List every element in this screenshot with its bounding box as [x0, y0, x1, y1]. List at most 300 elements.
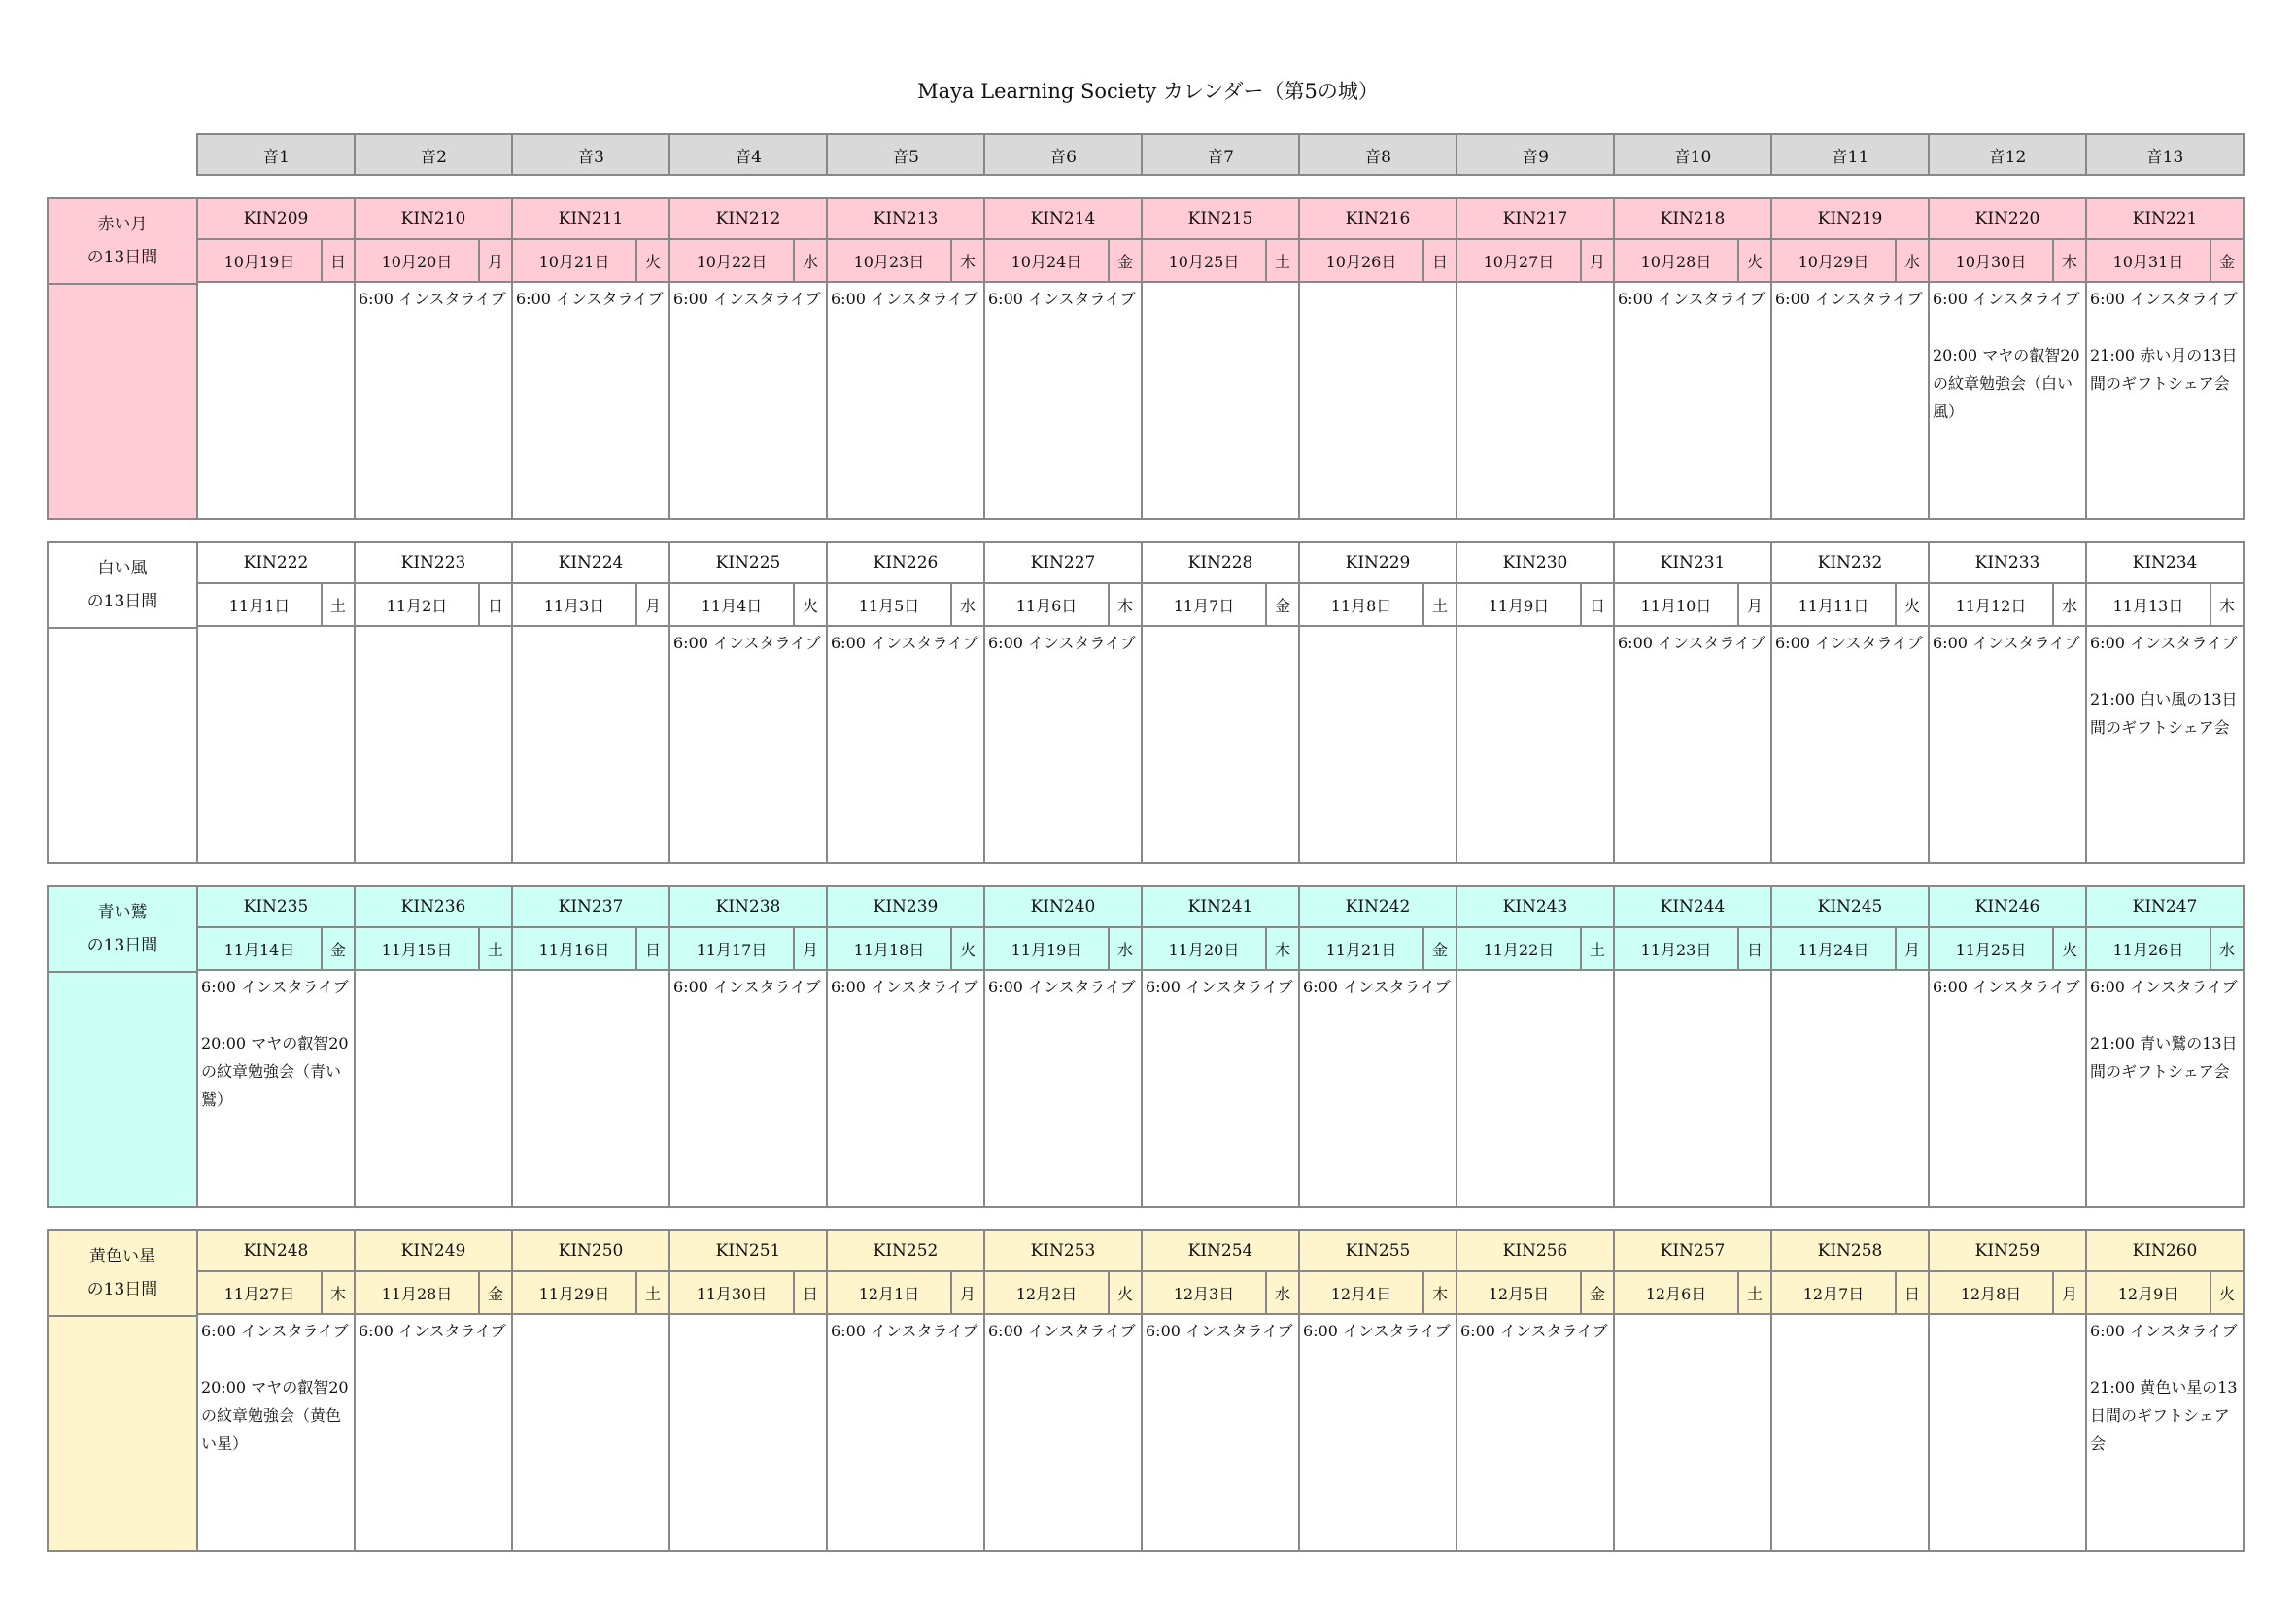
- day-cell[interactable]: [668, 885, 828, 1208]
- day-cell[interactable]: [511, 541, 670, 864]
- event-item[interactable]: 6:00 インスタライブ: [359, 290, 506, 308]
- date-label: 10月26日: [1300, 240, 1424, 281]
- day-cell[interactable]: [511, 197, 670, 520]
- tone-header-cell: 音1: [196, 133, 356, 176]
- events-area[interactable]: [1300, 1315, 1456, 1550]
- weekday-label: 月: [1746, 596, 1763, 615]
- date-row: [1615, 928, 1770, 971]
- date-label: 11月17日: [670, 928, 795, 969]
- events-area[interactable]: [1615, 971, 1770, 1206]
- day-cell[interactable]: [1928, 885, 2087, 1208]
- kin-number: KIN234: [2087, 543, 2243, 584]
- events-area[interactable]: [513, 1315, 668, 1550]
- events-area[interactable]: [513, 283, 668, 518]
- kin-number: KIN242: [1300, 887, 1456, 928]
- day-cell[interactable]: [196, 885, 356, 1208]
- tone-header-cell: 音5: [826, 133, 985, 176]
- events-area[interactable]: [1143, 283, 1298, 518]
- event-item[interactable]: 6:00 インスタライブ: [673, 978, 821, 996]
- events-area[interactable]: [828, 1315, 983, 1550]
- date-label: 11月2日: [356, 584, 480, 625]
- kin-number: KIN252: [828, 1231, 983, 1272]
- wave-name: 白い風 の13日間: [86, 559, 158, 611]
- kin-number: KIN259: [1930, 1231, 2085, 1272]
- day-cell[interactable]: [1770, 1229, 1930, 1552]
- tone-header-cell: 音11: [1770, 133, 1930, 176]
- date-label: 11月30日: [670, 1272, 795, 1313]
- date-label: 11月19日: [985, 928, 1110, 969]
- day-cell[interactable]: [668, 541, 828, 864]
- event-item[interactable]: 6:00 インスタライブ: [988, 290, 1136, 308]
- date-row: [670, 240, 826, 283]
- date-label: 10月19日: [198, 240, 323, 281]
- kin-number: KIN260: [2087, 1231, 2243, 1272]
- weekday-label: 日: [1903, 1284, 1920, 1303]
- date-label: 11月29日: [513, 1272, 637, 1313]
- events-area[interactable]: [670, 971, 826, 1206]
- wave-block: [47, 197, 2243, 520]
- event-item[interactable]: 6:00 インスタライブ: [2090, 978, 2238, 996]
- kin-number: KIN247: [2087, 887, 2243, 928]
- kin-number: KIN221: [2087, 199, 2243, 240]
- wave-label-top: [49, 543, 196, 627]
- events-area[interactable]: [2087, 627, 2243, 862]
- events-area[interactable]: [670, 283, 826, 518]
- date-row: [513, 1272, 668, 1315]
- date-row: [1772, 584, 1928, 627]
- day-cell[interactable]: [983, 885, 1143, 1208]
- day-cell[interactable]: [1456, 1229, 1615, 1552]
- events-area[interactable]: [1457, 1315, 1613, 1550]
- event-item[interactable]: 6:00 インスタライブ: [1146, 978, 1293, 996]
- kin-number: KIN228: [1143, 543, 1298, 584]
- events-area[interactable]: [513, 627, 668, 862]
- day-cell[interactable]: [354, 197, 513, 520]
- weekday-label: 土: [1746, 1284, 1763, 1303]
- date-row: [1615, 1272, 1770, 1315]
- day-cell[interactable]: [1456, 885, 1615, 1208]
- event-item[interactable]: 6:00 インスタライブ: [2090, 290, 2238, 308]
- tone-header-cell: 音3: [511, 133, 670, 176]
- weekday-label: 日: [644, 940, 661, 959]
- kin-number: KIN243: [1457, 887, 1613, 928]
- weekday-label: 月: [1589, 252, 1605, 271]
- kin-number: KIN251: [670, 1231, 826, 1272]
- date-label: 11月11日: [1772, 584, 1897, 625]
- kin-number: KIN213: [828, 199, 983, 240]
- event-item[interactable]: 20:00 マヤの叡智20の紋章勉強会（黄色い星）: [201, 1378, 349, 1453]
- date-label: 11月28日: [356, 1272, 480, 1313]
- day-cell[interactable]: [826, 197, 985, 520]
- events-area[interactable]: [1930, 627, 2085, 862]
- event-item[interactable]: 21:00 白い風の13日間のギフトシェア会: [2090, 690, 2238, 737]
- day-cell[interactable]: [511, 1229, 670, 1552]
- day-cell[interactable]: [1141, 1229, 1300, 1552]
- date-label: 12月4日: [1300, 1272, 1424, 1313]
- kin-number: KIN250: [513, 1231, 668, 1272]
- day-cell[interactable]: [1141, 197, 1300, 520]
- kin-number: KIN231: [1615, 543, 1770, 584]
- day-cell[interactable]: [1613, 197, 1772, 520]
- weekday-label: 水: [1116, 940, 1133, 959]
- weekday-label: 日: [802, 1284, 818, 1303]
- event-item[interactable]: 6:00 インスタライブ: [988, 634, 1136, 652]
- date-row: [1772, 928, 1928, 971]
- event-item[interactable]: 6:00 インスタライブ: [1933, 634, 2080, 652]
- date-row: [198, 928, 354, 971]
- day-cell[interactable]: [511, 885, 670, 1208]
- event-item[interactable]: 6:00 インスタライブ: [831, 1322, 978, 1340]
- kin-number: KIN244: [1615, 887, 1770, 928]
- day-cell[interactable]: [2085, 197, 2245, 520]
- events-area[interactable]: [828, 283, 983, 518]
- events-area[interactable]: [985, 971, 1141, 1206]
- wave-label-body: [49, 1315, 196, 1550]
- date-row: [1143, 1272, 1298, 1315]
- event-item[interactable]: 6:00 インスタライブ: [2090, 1322, 2238, 1340]
- day-cell[interactable]: [668, 1229, 828, 1552]
- day-cell[interactable]: [983, 197, 1143, 520]
- kin-number: KIN214: [985, 199, 1141, 240]
- kin-number: KIN233: [1930, 543, 2085, 584]
- date-label: 10月29日: [1772, 240, 1897, 281]
- kin-number: KIN240: [985, 887, 1141, 928]
- date-label: 11月1日: [198, 584, 323, 625]
- event-item[interactable]: 6:00 インスタライブ: [1618, 290, 1765, 308]
- events-area[interactable]: [1143, 627, 1298, 862]
- day-cell[interactable]: [1298, 1229, 1457, 1552]
- date-row: [2087, 928, 2243, 971]
- weekday-label: 金: [329, 940, 346, 959]
- tone-header-cell: 音7: [1141, 133, 1300, 176]
- weekday-label: 金: [487, 1284, 503, 1303]
- event-item[interactable]: 6:00 インスタライブ: [201, 1322, 349, 1340]
- events-area[interactable]: [985, 627, 1141, 862]
- kin-number: KIN223: [356, 543, 511, 584]
- events-area[interactable]: [198, 283, 354, 518]
- day-cell[interactable]: [1770, 197, 1930, 520]
- events-area[interactable]: [2087, 283, 2243, 518]
- events-area[interactable]: [1772, 1315, 1928, 1550]
- events-area[interactable]: [828, 627, 983, 862]
- weekday-label: 月: [959, 1284, 976, 1303]
- date-row: [356, 928, 511, 971]
- day-cell[interactable]: [1141, 885, 1300, 1208]
- date-row: [356, 240, 511, 283]
- event-item[interactable]: 6:00 インスタライブ: [201, 978, 349, 996]
- kin-number: KIN220: [1930, 199, 2085, 240]
- day-cell[interactable]: [1613, 541, 1772, 864]
- day-cell[interactable]: [1928, 541, 2087, 864]
- day-cell[interactable]: [1928, 197, 2087, 520]
- date-row: [198, 584, 354, 627]
- day-cell[interactable]: [1613, 885, 1772, 1208]
- events-area[interactable]: [513, 971, 668, 1206]
- date-row: [513, 928, 668, 971]
- events-area[interactable]: [1143, 971, 1298, 1206]
- date-label: 11月18日: [828, 928, 952, 969]
- kin-number: KIN225: [670, 543, 826, 584]
- event-item[interactable]: 6:00 インスタライブ: [1775, 290, 1923, 308]
- weekday-label: 金: [1116, 252, 1133, 271]
- date-label: 10月30日: [1930, 240, 2054, 281]
- day-cell[interactable]: [1141, 541, 1300, 864]
- date-label: 10月23日: [828, 240, 952, 281]
- event-item[interactable]: 6:00 インスタライブ: [516, 290, 664, 308]
- events-area[interactable]: [1457, 627, 1613, 862]
- events-area[interactable]: [1457, 283, 1613, 518]
- events-area[interactable]: [1615, 283, 1770, 518]
- kin-number: KIN219: [1772, 199, 1928, 240]
- events-area[interactable]: [1930, 971, 2085, 1206]
- event-item[interactable]: 6:00 インスタライブ: [673, 634, 821, 652]
- date-label: 11月27日: [198, 1272, 323, 1313]
- date-row: [2087, 240, 2243, 283]
- day-cell[interactable]: [1770, 885, 1930, 1208]
- kin-number: KIN241: [1143, 887, 1298, 928]
- events-area[interactable]: [198, 627, 354, 862]
- weekday-label: 日: [1589, 596, 1605, 615]
- events-area[interactable]: [1143, 1315, 1298, 1550]
- date-row: [1772, 1272, 1928, 1315]
- day-cell[interactable]: [1770, 541, 1930, 864]
- event-item[interactable]: 6:00 インスタライブ: [1303, 1322, 1451, 1340]
- date-label: 11月9日: [1457, 584, 1582, 625]
- day-cell[interactable]: [1456, 541, 1615, 864]
- weekday-label: 木: [2218, 596, 2235, 615]
- date-row: [1143, 584, 1298, 627]
- events-area[interactable]: [1930, 283, 2085, 518]
- date-row: [2087, 1272, 2243, 1315]
- event-item[interactable]: 6:00 インスタライブ: [1460, 1322, 1608, 1340]
- weekday-label: 土: [487, 940, 503, 959]
- event-item[interactable]: 6:00 インスタライブ: [988, 1322, 1136, 1340]
- events-area[interactable]: [2087, 1315, 2243, 1550]
- events-area[interactable]: [828, 971, 983, 1206]
- weekday-label: 月: [802, 940, 818, 959]
- events-area[interactable]: [1772, 627, 1928, 862]
- day-cell[interactable]: [1298, 885, 1457, 1208]
- wave-block: [47, 885, 2243, 1208]
- weekday-label: 水: [802, 252, 818, 271]
- event-item[interactable]: 21:00 黄色い星の13日間のギフトシェア会: [2090, 1378, 2238, 1453]
- kin-number: KIN239: [828, 887, 983, 928]
- kin-number: KIN257: [1615, 1231, 1770, 1272]
- date-label: 11月7日: [1143, 584, 1267, 625]
- events-area[interactable]: [1300, 283, 1456, 518]
- events-area[interactable]: [1457, 971, 1613, 1206]
- day-cell[interactable]: [354, 1229, 513, 1552]
- weekday-label: 木: [959, 252, 976, 271]
- date-row: [828, 240, 983, 283]
- day-cell[interactable]: [826, 1229, 985, 1552]
- date-row: [828, 928, 983, 971]
- date-row: [1457, 1272, 1613, 1315]
- weekday-label: 日: [1746, 940, 1763, 959]
- date-row: [670, 928, 826, 971]
- kin-number: KIN215: [1143, 199, 1298, 240]
- date-row: [1300, 240, 1456, 283]
- event-item[interactable]: 6:00 インスタライブ: [1775, 634, 1923, 652]
- date-label: 11月21日: [1300, 928, 1424, 969]
- date-label: 11月4日: [670, 584, 795, 625]
- event-item[interactable]: 6:00 インスタライブ: [1933, 978, 2080, 996]
- date-label: 11月23日: [1615, 928, 1739, 969]
- events-area[interactable]: [356, 283, 511, 518]
- wave-name: 青い鷲 の13日間: [86, 903, 158, 955]
- kin-number: KIN254: [1143, 1231, 1298, 1272]
- date-row: [1143, 928, 1298, 971]
- kin-number: KIN245: [1772, 887, 1928, 928]
- events-area[interactable]: [1615, 627, 1770, 862]
- day-cell[interactable]: [2085, 885, 2245, 1208]
- date-label: 10月24日: [985, 240, 1110, 281]
- wave-label-top: [49, 199, 196, 283]
- events-area[interactable]: [356, 1315, 511, 1550]
- weekday-label: 金: [2218, 252, 2235, 271]
- weekday-label: 火: [644, 252, 661, 271]
- event-item[interactable]: 20:00 マヤの叡智20の紋章勉強会（白い風）: [1933, 346, 2080, 421]
- weekday-label: 日: [1431, 252, 1448, 271]
- weekday-label: 水: [1903, 252, 1920, 271]
- day-cell[interactable]: [1456, 197, 1615, 520]
- event-item[interactable]: 6:00 インスタライブ: [831, 978, 978, 996]
- kin-number: KIN238: [670, 887, 826, 928]
- page-title: Maya Learning Society カレンダー（第5の城）: [917, 80, 1379, 103]
- event-item[interactable]: 6:00 インスタライブ: [673, 290, 821, 308]
- events-area[interactable]: [985, 1315, 1141, 1550]
- day-cell[interactable]: [1613, 1229, 1772, 1552]
- day-cell[interactable]: [196, 1229, 356, 1552]
- date-label: 10月25日: [1143, 240, 1267, 281]
- weekday-label: 土: [1431, 596, 1448, 615]
- tone-header-cell: 音10: [1613, 133, 1772, 176]
- date-row: [1457, 928, 1613, 971]
- weekday-label: 金: [1431, 940, 1448, 959]
- kin-number: KIN246: [1930, 887, 2085, 928]
- weekday-label: 木: [329, 1284, 346, 1303]
- date-label: 12月6日: [1615, 1272, 1739, 1313]
- events-area[interactable]: [1615, 1315, 1770, 1550]
- day-cell[interactable]: [1298, 541, 1457, 864]
- date-row: [1615, 240, 1770, 283]
- weekday-label: 木: [1274, 940, 1290, 959]
- weekday-label: 水: [1274, 1284, 1290, 1303]
- kin-number: KIN236: [356, 887, 511, 928]
- event-item[interactable]: 6:00 インスタライブ: [831, 290, 978, 308]
- date-label: 11月25日: [1930, 928, 2054, 969]
- wave-label-body: [49, 283, 196, 518]
- date-label: 10月27日: [1457, 240, 1582, 281]
- date-row: [1930, 240, 2085, 283]
- event-item[interactable]: 21:00 赤い月の13日間のギフトシェア会: [2090, 346, 2238, 393]
- day-cell[interactable]: [196, 541, 356, 864]
- date-label: 11月20日: [1143, 928, 1267, 969]
- events-area[interactable]: [1300, 627, 1456, 862]
- day-cell[interactable]: [983, 1229, 1143, 1552]
- event-item[interactable]: 6:00 インスタライブ: [831, 634, 978, 652]
- date-row: [1930, 928, 2085, 971]
- day-cell[interactable]: [2085, 1229, 2245, 1552]
- kin-number: KIN222: [198, 543, 354, 584]
- kin-number: KIN235: [198, 887, 354, 928]
- day-cell[interactable]: [1298, 197, 1457, 520]
- weekday-label: 月: [487, 252, 503, 271]
- kin-number: KIN256: [1457, 1231, 1613, 1272]
- date-label: 11月26日: [2087, 928, 2211, 969]
- kin-number: KIN253: [985, 1231, 1141, 1272]
- events-area[interactable]: [1772, 283, 1928, 518]
- day-cell[interactable]: [354, 541, 513, 864]
- day-cell[interactable]: [2085, 541, 2245, 864]
- date-label: 12月1日: [828, 1272, 952, 1313]
- kin-number: KIN232: [1772, 543, 1928, 584]
- kin-number: KIN248: [198, 1231, 354, 1272]
- event-item[interactable]: 21:00 青い鷲の13日間のギフトシェア会: [2090, 1034, 2238, 1081]
- weekday-label: 土: [1274, 252, 1290, 271]
- event-item[interactable]: 6:00 インスタライブ: [988, 978, 1136, 996]
- wave-label-cell: [47, 541, 198, 864]
- events-area[interactable]: [356, 971, 511, 1206]
- weekday-label: 日: [329, 252, 346, 271]
- weekday-label: 火: [959, 940, 976, 959]
- events-area[interactable]: [2087, 971, 2243, 1206]
- wave-name: 赤い月 の13日間: [86, 215, 158, 267]
- event-item[interactable]: 20:00 マヤの叡智20の紋章勉強会（青い鷲）: [201, 1034, 349, 1109]
- date-row: [670, 584, 826, 627]
- tone-header-cell: 音2: [354, 133, 513, 176]
- events-area[interactable]: [198, 1315, 354, 1550]
- event-item[interactable]: 6:00 インスタライブ: [2090, 634, 2238, 652]
- events-area[interactable]: [356, 627, 511, 862]
- events-area[interactable]: [670, 1315, 826, 1550]
- events-area[interactable]: [670, 627, 826, 862]
- event-item[interactable]: 6:00 インスタライブ: [1303, 978, 1451, 996]
- day-cell[interactable]: [826, 885, 985, 1208]
- events-area[interactable]: [1300, 971, 1456, 1206]
- weekday-label: 火: [1746, 252, 1763, 271]
- event-item[interactable]: 6:00 インスタライブ: [1933, 290, 2080, 308]
- events-area[interactable]: [198, 971, 354, 1206]
- day-cell[interactable]: [1928, 1229, 2087, 1552]
- date-row: [198, 1272, 354, 1315]
- date-label: 11月16日: [513, 928, 637, 969]
- kin-number: KIN218: [1615, 199, 1770, 240]
- day-cell[interactable]: [196, 197, 356, 520]
- weekday-label: 火: [2061, 940, 2077, 959]
- date-row: [1772, 240, 1928, 283]
- day-cell[interactable]: [826, 541, 985, 864]
- weekday-label: 金: [1274, 596, 1290, 615]
- day-cell[interactable]: [983, 541, 1143, 864]
- event-item[interactable]: 6:00 インスタライブ: [1146, 1322, 1293, 1340]
- date-row: [828, 584, 983, 627]
- event-item[interactable]: 6:00 インスタライブ: [1618, 634, 1765, 652]
- date-label: 10月22日: [670, 240, 795, 281]
- date-label: 11月5日: [828, 584, 952, 625]
- weekday-label: 土: [329, 596, 346, 615]
- wave-label-cell: [47, 197, 198, 520]
- day-cell[interactable]: [354, 885, 513, 1208]
- wave-label-body: [49, 971, 196, 1206]
- tone-header-cell: 音13: [2085, 133, 2245, 176]
- day-cell[interactable]: [668, 197, 828, 520]
- event-item[interactable]: 6:00 インスタライブ: [359, 1322, 506, 1340]
- events-area[interactable]: [1930, 1315, 2085, 1550]
- events-area[interactable]: [985, 283, 1141, 518]
- wave-block: [47, 541, 2243, 864]
- events-area[interactable]: [1772, 971, 1928, 1206]
